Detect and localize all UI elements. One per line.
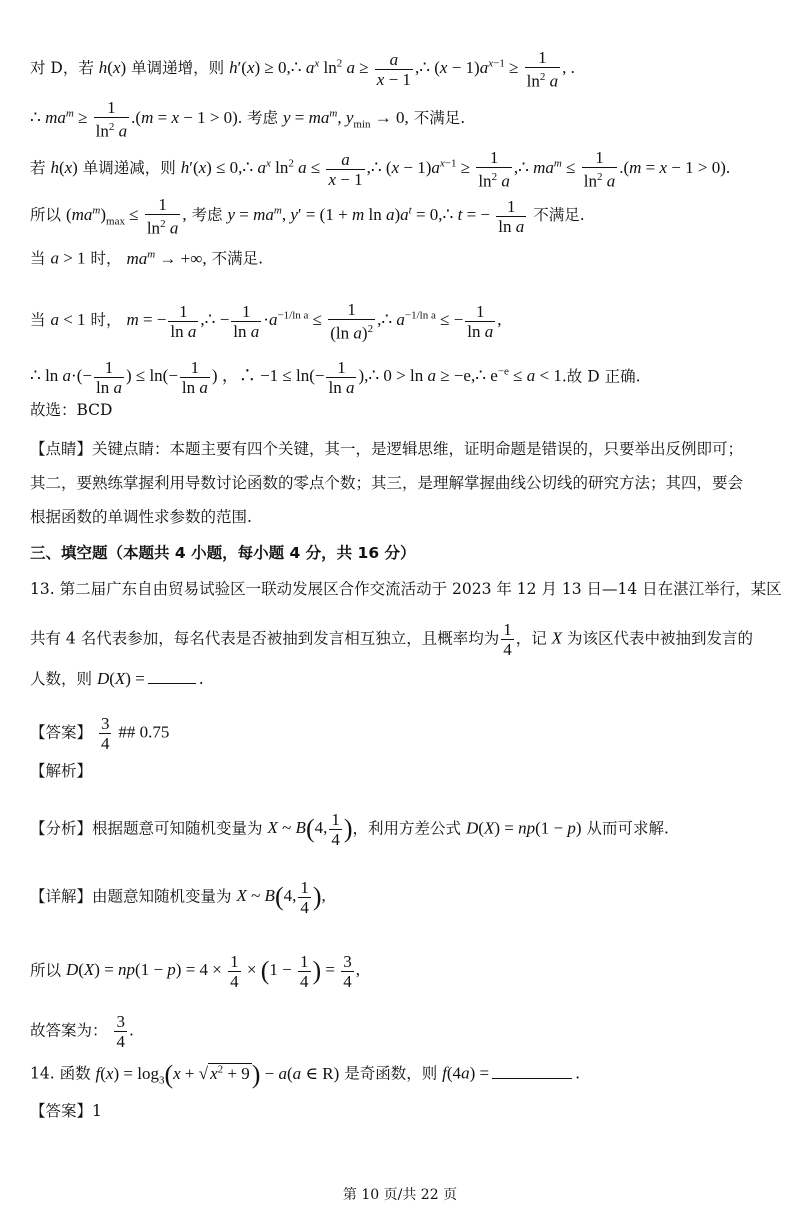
text: 【分析】根据题意可知随机变量为 (30, 819, 263, 838)
text-line: 所以 $(ma^m)_{max}$ ≤ $\frac{1}{\ln^2 a}$ , 考虑 $y = ma^m$, y′ = (1 + m $\ln a)a^t$ = 0,∴ t = − $\frac{1}{\text{ln a}}$ 不满足. (30, 195, 585, 238)
text: 所以 (30, 206, 62, 225)
text-line: ∴ ln a·(− $\frac{1}{\text{ln a}}$ ) ≤ ln(− $\frac{1}{\text{ln a}}$ ) ，∴ −1 ≤ ln(− $\frac{1}{\text{ln a}}$ ),∴ 0 > ln a ≥ −e,∴ $e^{-e} \le a < 1$.故 D 正确. (30, 358, 641, 397)
text: 所以 (30, 961, 62, 980)
text-line: ∴ $ma^m$ ≥ $\frac{1}{\ln^2 a}$ .(m = x − 1 > 0). 考虑 $y = ma^m$, $y_{min} \to 0$, 不满足. (30, 98, 466, 141)
detail-line: 所以 D(X) = np(1 − p) = 4 × $\frac{1}{4}$ × (1 − $\frac{1}{4}$ ) = $\frac{3}{4}$ , (30, 952, 361, 991)
text: 当 (30, 249, 46, 268)
text: 人数，则 (30, 670, 93, 688)
analysis-line: 【分析】根据题意可知随机变量为 X ~ B(4, $\frac{1}{4}$ )，利用方差公式 D(X) = np(1 − p) 从而可求解. (30, 810, 669, 849)
text-line: 故选：BCD (30, 401, 113, 419)
text-line: 若 h(x) 单调递减，则 h′(x) ≤ 0,∴ $a^x$ $\ln^2 a$ ≤ $\frac{a}{x - 1}$ ,∴ $(x - 1)a^{x-1}$ ≥ $\frac{1}{\ln^2 a}$ ,∴ $ma^m$ ≤ $\frac{1}{\ln^2 a}$ .(m = x − 1 > 0). (30, 148, 731, 191)
text: 不满足. (413, 109, 466, 128)
page-footer: 第 10 页/共 22 页 (342, 1187, 458, 1203)
question-14-line-1: 14. 函数 $f(x) = \log_3(x$ + √ $x^2 + 9) - a(a$ ∈ R) 是奇函数，则 f(4a) = . (30, 1059, 580, 1089)
text: 不满足. (533, 206, 585, 225)
detail-line: 【详解】由题意知随机变量为 X ~ B(4, $\frac{1}{4}$ ), (30, 878, 326, 917)
text-line: 根据函数的单调性求参数的范围. (30, 508, 252, 526)
text: .故 D 正确. (561, 367, 641, 386)
text: 单调递增，则 (131, 59, 225, 78)
text: 时， (90, 311, 122, 330)
answer-line: 【答案】1 (30, 1102, 102, 1120)
answer-blank (148, 669, 196, 684)
text: 考虑 (247, 109, 279, 128)
text: ## 0.75 (118, 722, 170, 742)
text: 考虑 (191, 206, 223, 225)
question-13-line-1: 13. 第二届广东自由贸易试验区一联动发展区合作交流活动于 2023 年 12 月 13 日—14 日在湛江举行，某区 (30, 580, 782, 598)
text-line: 其二，要熟练掌握利用导数讨论函数的零点个数；其三，是理解掌握曲线公切线的研究方法；其四，要会 (30, 474, 744, 492)
text: 单调递减，则 (82, 159, 176, 178)
text: 时， (90, 249, 122, 268)
text: 是奇函数，则 (344, 1064, 438, 1083)
text-line: 【点睛】关键点睛：本题主要有四个关键，其一，是逻辑思维，证明命题是错误的，只要举出反例即可； (30, 440, 744, 458)
question-13-line-2: 共有 4 名代表参加，每名代表是否被抽到发言相互独立，且概率均为 $\frac{1}{4}$ ，记 X 为该区代表中被抽到发言的 (30, 620, 754, 659)
answer-line: 【答案】 $\frac{3}{4}$ ## 0.75 (30, 714, 170, 753)
text: 若 (30, 159, 46, 178)
detail-line: 故答案为： $\frac{3}{4}$ . (30, 1012, 134, 1051)
text: 故答案为： (30, 1021, 108, 1040)
text-line: 当 a > 1 时， $ma^m$ → +∞, 不满足. (30, 248, 264, 268)
text-line: 对 D，若 h(x) 单调递增，则 h′(x) ≥ 0,∴ $a^x$ $\ln^2 a$ ≥ $\frac{a}{x - 1}$ ,∴ $(x - 1)a^{x-1}$ ≥ $\frac{1}{\ln^2 a}$ , . (30, 48, 575, 91)
text: 从而可求解. (586, 819, 669, 838)
text: 共有 4 名代表参加，每名代表是否被抽到发言相互独立，且概率均为 (30, 629, 500, 648)
text: 为该区代表中被抽到发言的 (567, 629, 754, 648)
text: 【答案】 (30, 723, 93, 742)
analysis-label: 【解析】 (30, 762, 93, 780)
text: 当 (30, 311, 46, 330)
text: 14. 函数 (30, 1064, 91, 1083)
text: 不满足. (211, 249, 264, 268)
text-line: 当 a < 1 时， m = − $\frac{1}{\text{ln a}}$ ,∴ − $\frac{1}{\text{ln a}}$ $\cdot a^{-1/ln a}$ ≤ $\frac{1}{(\ln a)^2}$ ,∴ $a^{-1/ln a}$ ≤ − $\frac{1}{\text{ln a}}$ , (30, 300, 502, 343)
section-heading: 三、填空题（本题共 4 小题，每小题 4 分，共 16 分） (30, 544, 416, 562)
text: ，记 (515, 629, 547, 648)
answer-blank (492, 1064, 572, 1079)
text: ，利用方差公式 (352, 819, 462, 838)
text: 对 D，若 (30, 59, 94, 78)
text: 【详解】由题意知随机变量为 (30, 887, 232, 906)
question-13-line-3: 人数，则 D(X) = . (30, 669, 204, 688)
